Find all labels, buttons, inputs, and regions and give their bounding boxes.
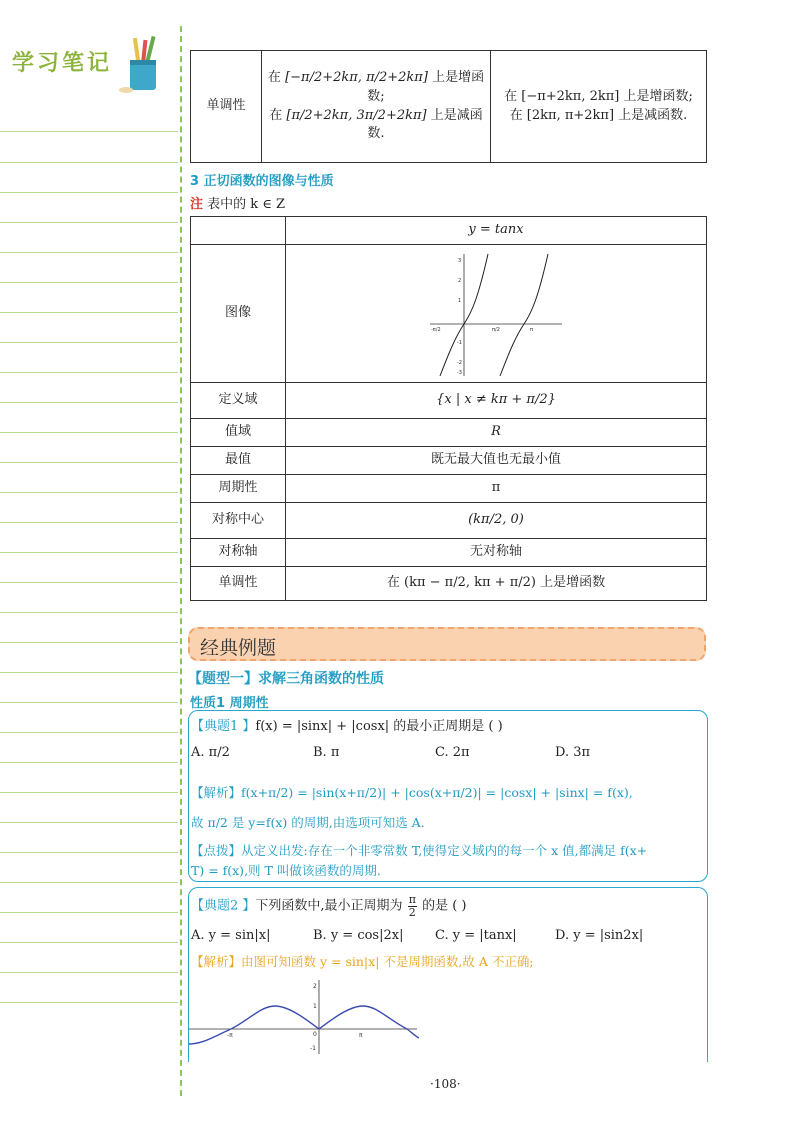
notes-title: 学习笔记	[12, 51, 113, 76]
row-label: 图像	[191, 245, 286, 383]
property-heading: 性质1 周期性	[190, 696, 269, 711]
period-value: π	[286, 475, 707, 503]
x-tick: π	[359, 1032, 363, 1039]
x-tick: π	[530, 326, 534, 333]
tip-line-1: 【点拨】从定义出发:存在一个非零常数 T,使得定义域内的每一个 x 值,都满足 f(x+	[191, 843, 648, 858]
y-tick: -1	[457, 339, 462, 346]
example-1-box	[188, 710, 708, 882]
row-label: 对称轴	[191, 539, 286, 567]
tan-branch	[500, 254, 548, 376]
option-c: C. 2π	[435, 745, 470, 760]
row-label: 单调性	[191, 567, 286, 601]
example-2-box	[188, 887, 708, 1062]
tip-line-2: T) = f(x),则 T 叫做该函数的周期.	[191, 863, 381, 878]
symmetry-center-value: (kπ/2, 0)	[286, 503, 707, 539]
symmetry-axis-value: 无对称轴	[286, 539, 707, 567]
row-label: 周期性	[191, 475, 286, 503]
pencil-cup-icon	[118, 36, 166, 96]
x-tick: -π/2	[431, 326, 441, 333]
tan-graph	[426, 250, 566, 378]
monotonicity-value: 在 (kπ − π/2, kπ + π/2) 上是增函数	[286, 567, 707, 601]
y-tick: 3	[458, 257, 462, 264]
row-label: 值域	[191, 419, 286, 447]
sin-cos-monotonicity-table	[190, 50, 707, 163]
example-2-question: 【典题2 】下列函数中,最小正周期为 $\frac{\pi}{2}$ 的是 ( )	[191, 893, 467, 919]
tan-graph-cell	[286, 245, 707, 383]
option-d: D. 3π	[555, 745, 591, 760]
banner-title: 经典例题	[200, 637, 277, 659]
domain-value: {x | x ≠ kπ + π/2}	[286, 383, 707, 419]
y-tick: 2	[458, 277, 462, 284]
classic-examples-banner	[188, 627, 706, 661]
option-b: B. y = cos|2x|	[313, 928, 404, 943]
range-value: R	[286, 419, 707, 447]
question-text: f(x) = |sinx| + |cosx| 的最小正周期是 ( )	[255, 719, 503, 734]
notes-sidebar	[0, 0, 178, 1122]
note-tag: 注	[190, 197, 204, 212]
row-label: 对称中心	[191, 503, 286, 539]
sin-monotonicity-cell: 在 [−π/2+2kπ, π/2+2kπ] 上是增函数; 在 [π/2+2kπ, 3π/2+2kπ] 上是减函数.	[262, 51, 491, 163]
note	[190, 193, 285, 212]
y-tick: 0	[313, 1031, 317, 1038]
y-tick: 2	[313, 983, 317, 990]
tip-tag: 【点拨】	[191, 843, 242, 858]
y-tick: -2	[457, 359, 462, 366]
option-b: B. π	[313, 745, 340, 760]
y-tick: -3	[457, 369, 462, 376]
option-a: A. π/2	[191, 745, 230, 760]
extrema-value: 既无最大值也无最小值	[286, 447, 707, 475]
interval-dec: [π/2+2kπ, 3π/2+2kπ]	[286, 107, 427, 123]
y-tick: -1	[310, 1045, 316, 1052]
type-heading: 【题型一】求解三角函数的性质	[188, 671, 384, 687]
example-1-question	[191, 715, 503, 734]
dashed-divider	[180, 26, 182, 1096]
x-tick: -π	[227, 1032, 233, 1039]
tan-header: y = tanx	[286, 217, 707, 245]
sin-abs-x-curve	[189, 1006, 419, 1044]
section-title: 3 正切函数的图像与性质	[190, 174, 334, 189]
page-number: ·108·	[430, 1077, 461, 1091]
example-tag: 【典题1 】	[191, 719, 256, 734]
row-label: 定义域	[191, 383, 286, 419]
analysis-line-2: 故 π/2 是 y=f(x) 的周期,由选项可知选 A.	[191, 815, 425, 830]
y-tick: 1	[458, 297, 462, 304]
cos-monotonicity-cell: 在 [−π+2kπ, 2kπ] 上是增函数; 在 [2kπ, π+2kπ] 上是减函数.	[491, 51, 707, 163]
option-c: C. y = |tanx|	[435, 928, 517, 943]
analysis-line-1: 【解析】f(x+π/2) = |sin(x+π/2)| + |cos(x+π/2)| = |cosx| + |sinx| = f(x),	[191, 785, 633, 800]
interval-inc: [−π/2+2kπ, π/2+2kπ]	[285, 69, 428, 85]
row-label: 最值	[191, 447, 286, 475]
sin-abs-x-graph	[189, 976, 419, 1056]
note-text: 表中的 k ∈ Z	[207, 197, 286, 212]
option-d: D. y = |sin2x|	[555, 928, 644, 943]
analysis-tag: 【解析】	[191, 954, 242, 969]
fraction-pi-over-2: $\frac{\pi}{2}$	[408, 893, 416, 919]
option-a: A. y = sin|x|	[191, 928, 271, 943]
x-tick: π/2	[492, 326, 500, 333]
y-tick: 1	[313, 1003, 317, 1010]
row-label: 单调性	[191, 51, 262, 163]
tangent-properties-table	[190, 216, 707, 601]
analysis-tag: 【解析】	[191, 785, 242, 800]
analysis-line: 【解析】由图可知函数 y = sin|x| 不是周期函数,故 A 不正确;	[191, 954, 534, 969]
example-tag: 【典题2 】	[191, 898, 256, 914]
